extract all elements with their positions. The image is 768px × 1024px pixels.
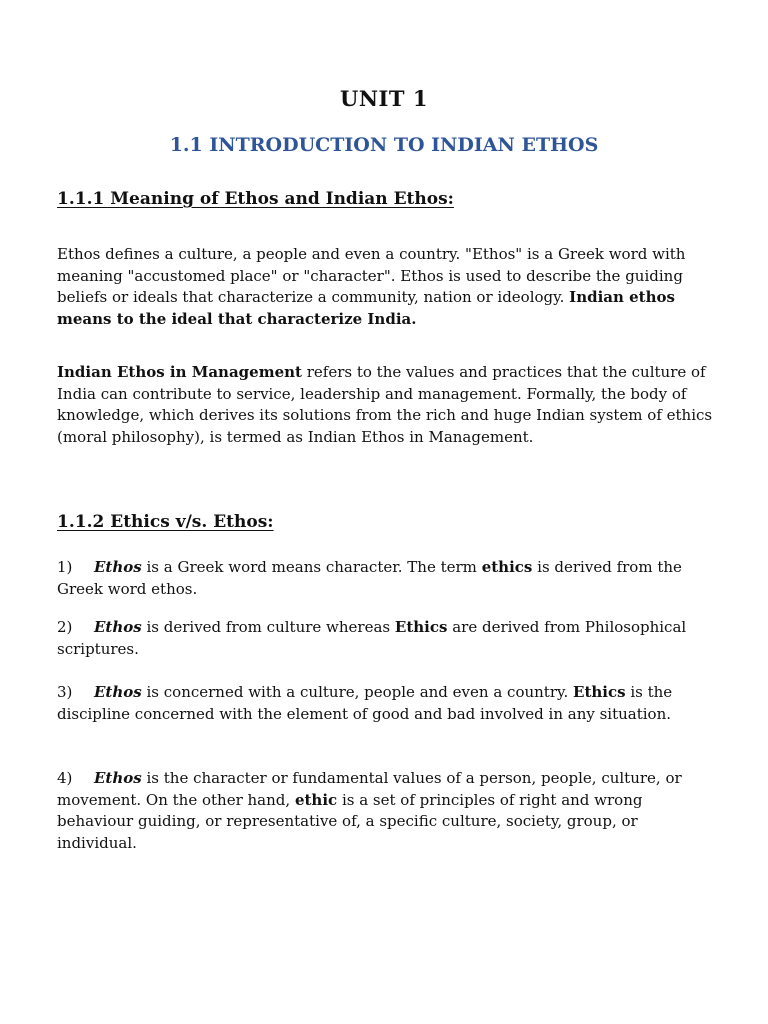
term-ethos: Ethos <box>94 558 142 576</box>
list-item <box>57 682 717 725</box>
chapter-title: 1.1 INTRODUCTION TO INDIAN ETHOS <box>169 134 599 156</box>
term-ethics: ethic <box>294 790 338 809</box>
list-item <box>57 617 717 660</box>
paragraph-bold-text: Indian ethos means to the ideal that characterize India. <box>57 288 675 328</box>
unit-title: UNIT 1 <box>340 86 428 111</box>
list-item <box>57 768 717 854</box>
list-item-number: 2) <box>57 618 73 636</box>
list-item-text: is the discipline concerned with the element of good and bad involved in any situation. <box>57 683 673 723</box>
list-item-number: 4) <box>57 769 73 787</box>
term-ethos: Ethos <box>94 683 142 701</box>
list-item-text: is the character or fundamental values of a person, people, culture, or movement. On the other hand, <box>57 769 682 809</box>
list-item-text: is derived from the Greek word ethos. <box>57 558 682 598</box>
paragraph-text: refers to the values and practices that the culture of India can contribute to service, leadership and management. Formally, the body of knowledge, which derives its solutions from the rich and huge Indian system of ethics (moral philosophy), is termed as Indian Ethos in Management. <box>57 363 713 446</box>
term-ethics: Ethics <box>573 683 626 701</box>
list-item-text: are derived from Philosophical scriptures. <box>57 618 687 658</box>
paragraph-ethos-definition <box>57 244 717 330</box>
term-ethics: ethics <box>481 558 533 576</box>
term-ethos: Ethos <box>94 769 142 787</box>
paragraph-indian-ethos-management <box>57 362 717 448</box>
section-heading-meaning: 1.1.1 Meaning of Ethos and Indian Ethos: <box>57 189 454 209</box>
list-item-number: 1) <box>57 558 73 576</box>
list-item-text: is concerned with a culture, people and even a country. <box>146 683 569 701</box>
term-ethos: Ethos <box>94 618 142 636</box>
list-item-number: 3) <box>57 683 73 701</box>
list-item-text: is a set of principles of right and wrong behaviour guiding, or representative of, a specific culture, society, group, or individual. <box>57 790 643 852</box>
section-heading-ethics-vs-ethos: 1.1.2 Ethics v/s. Ethos: <box>57 512 274 532</box>
list-item-text: is a Greek word means character. The term <box>146 558 477 576</box>
paragraph-bold-text: Indian Ethos in Management <box>57 363 302 381</box>
term-ethics: Ethics <box>394 618 448 636</box>
list-item <box>57 557 717 600</box>
list-item-text: is derived from culture whereas <box>146 618 391 636</box>
paragraph-text: Ethos defines a culture, a people and even a country. "Ethos" is a Greek word with meaning "accustomed place" or "character". Ethos is used to describe the guiding beliefs or ideals that characterize a community, nation or ideology. <box>57 245 686 306</box>
